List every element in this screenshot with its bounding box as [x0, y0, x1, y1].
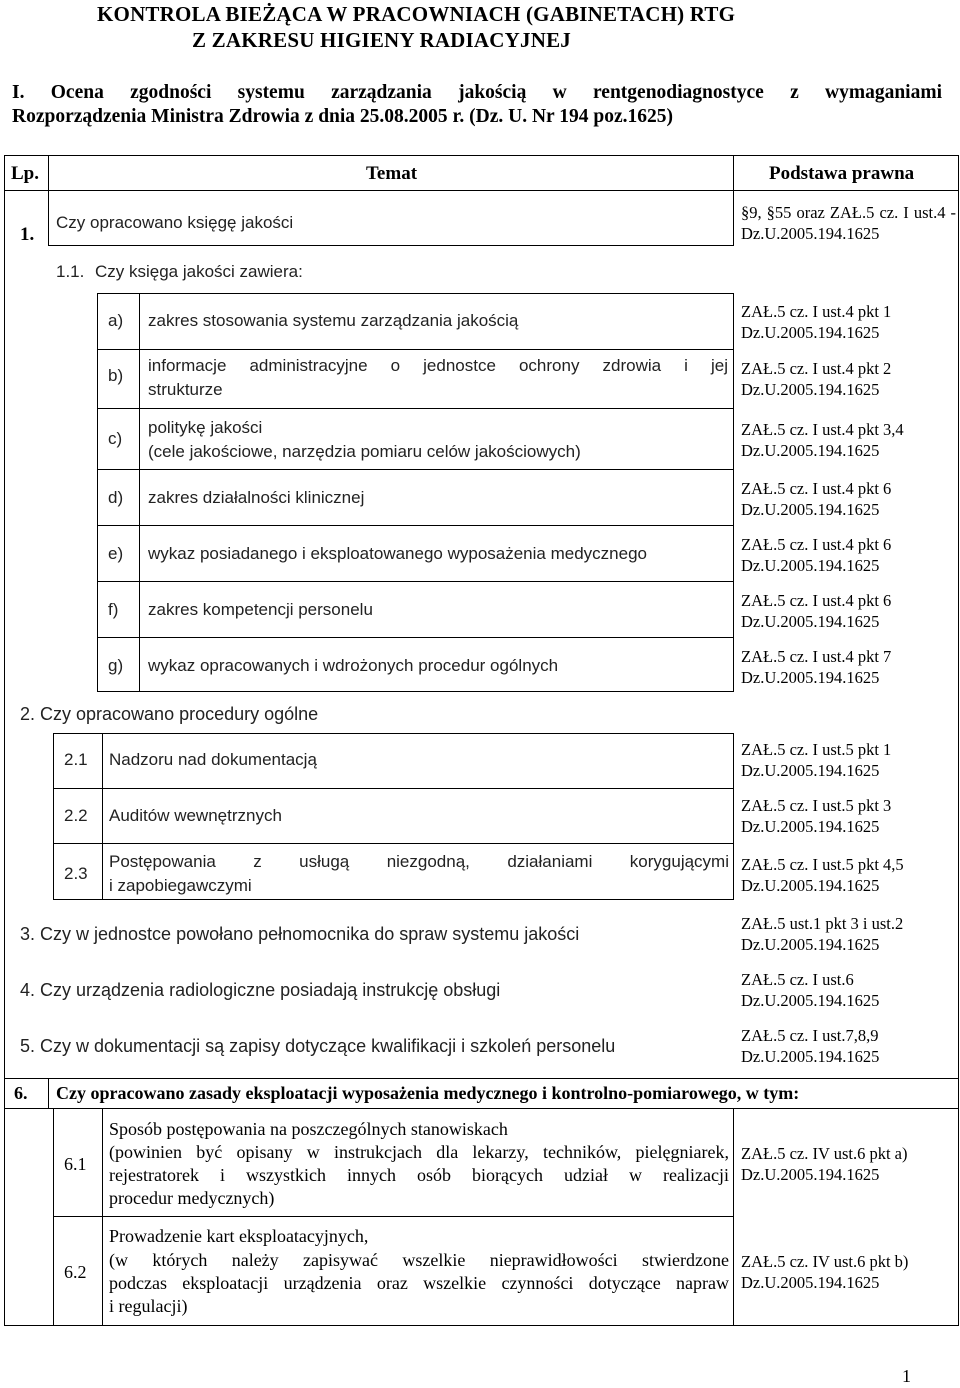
item3-ref1: ZAŁ.5 ust.1 pkt 3 i ust.2	[741, 914, 904, 933]
subitem-g-letter: g)	[108, 656, 124, 675]
item6-2-line4: i regulacji)	[109, 1296, 188, 1316]
subitem-f-letter: f)	[108, 600, 119, 619]
item2-1-text: Nadzoru nad dokumentacją	[109, 750, 317, 769]
subitem-a-letter: a)	[108, 311, 124, 330]
subitem-a-ref1: ZAŁ.5 cz. I ust.4 pkt 1	[741, 302, 892, 321]
document-title-line1: KONTROLA BIEŻĄCA W PRACOWNIACH (GABINETACH) RTG	[97, 2, 736, 26]
subitem-g-ref1: ZAŁ.5 cz. I ust.4 pkt 7	[741, 647, 892, 666]
subitem-a-ref2: Dz.U.2005.194.1625	[741, 323, 880, 342]
item1-1-text: Czy księga jakości zawiera:	[95, 262, 303, 281]
subitem-d-ref2: Dz.U.2005.194.1625	[741, 500, 880, 519]
item1-text: Czy opracowano księgę jakości	[56, 213, 294, 232]
item6-2-ref2: Dz.U.2005.194.1625	[741, 1273, 880, 1292]
item2-2-ref1: ZAŁ.5 cz. I ust.5 pkt 3	[741, 796, 892, 815]
subitem-d-text: zakres działalności klinicznej	[148, 488, 365, 507]
subitem-e-text: wykaz posiadanego i eksploatowanego wyposażenia medycznego	[148, 544, 647, 563]
item6-2-line3: podczas eksploatacji urządzenia oraz wszelkie czynności dotyczące napraw	[109, 1273, 729, 1293]
subitem-c-letter: c)	[108, 429, 123, 448]
subitem-c-ref1: ZAŁ.5 cz. I ust.4 pkt 3,4	[741, 420, 904, 439]
item6-1-ref1: ZAŁ.5 cz. IV ust.6 pkt a)	[741, 1144, 908, 1163]
item2-1-ref2: Dz.U.2005.194.1625	[741, 761, 880, 780]
item6-1-line3: rejestratorek i wszystkich innych osób biorących udział w realizacji	[109, 1165, 729, 1185]
item2-1-number: 2.1	[64, 750, 88, 769]
subitem-b-ref1: ZAŁ.5 cz. I ust.4 pkt 2	[741, 359, 892, 378]
section-heading-line2: Rozporządzenia Ministra Zdrowia z dnia 25.08.2005 r. (Dz. U. Nr 194 poz.1625)	[12, 106, 673, 127]
subitem-f-ref2: Dz.U.2005.194.1625	[741, 612, 880, 631]
subitem-f-text: zakres kompetencji personelu	[148, 600, 373, 619]
item1-1-number: 1.1.	[56, 262, 85, 281]
item6-1-line1: Sposób postępowania na poszczególnych stanowiskach	[109, 1119, 508, 1139]
subitem-e-letter: e)	[108, 544, 124, 563]
item6-1-line2: (powinien być opisany w instrukcjach dla lekarzy, techników, pielęgniarek,	[109, 1142, 729, 1162]
subitem-a-text: zakres stosowania systemu zarządzania jakością	[148, 311, 519, 330]
item5-text: 5. Czy w dokumentacji są zapisy dotyczące kwalifikacji i szkoleń personelu	[20, 1036, 616, 1056]
item2-3-ref1: ZAŁ.5 cz. I ust.5 pkt 4,5	[741, 855, 904, 874]
item2-text: 2. Czy opracowano procedury ogólne	[20, 704, 319, 724]
subitem-b-text1: informacje administracyjne o jednostce ochrony zdrowia i jej	[148, 356, 728, 375]
document-title-line2: Z ZAKRESU HIGIENY RADIACYJNEJ	[192, 28, 571, 52]
subitem-d-ref1: ZAŁ.5 cz. I ust.4 pkt 6	[741, 479, 892, 498]
subitem-d-letter: d)	[108, 488, 124, 507]
item2-3-text1: Postępowania z usługą niezgodną, działaniami korygującymi	[109, 852, 729, 871]
item6-2-number: 6.2	[64, 1262, 87, 1282]
item6-2-line2: (w których należy zapisywać wszelkie nieprawidłowości stwierdzone	[109, 1250, 729, 1270]
subitem-c-text2: (cele jakościowe, narzędzia pomiaru celów jakościowych)	[148, 442, 581, 461]
subitem-g-text: wykaz opracowanych i wdrożonych procedur ogólnych	[148, 656, 559, 675]
item2-3-number: 2.3	[64, 864, 88, 883]
item6-2-ref1: ZAŁ.5 cz. IV ust.6 pkt b)	[741, 1252, 909, 1271]
item5-ref1: ZAŁ.5 cz. I ust.7,8,9	[741, 1026, 879, 1045]
section-heading-line1: I. Ocena zgodności systemu zarządzania jakością w rentgenodiagnostyce z wymaganiami	[12, 82, 942, 103]
item6-1-number: 6.1	[64, 1154, 87, 1174]
header-temat: Temat	[366, 163, 418, 184]
subitem-b-text2: strukturze	[148, 380, 223, 399]
item4-text: 4. Czy urządzenia radiologiczne posiadają instrukcję obsługi	[20, 980, 501, 1000]
item4-ref1: ZAŁ.5 cz. I ust.6	[741, 970, 854, 989]
subitem-c-text1: politykę jakości	[148, 418, 263, 437]
item2-3-ref2: Dz.U.2005.194.1625	[741, 876, 880, 895]
item1-number: 1.	[20, 224, 35, 245]
subitem-f-ref1: ZAŁ.5 cz. I ust.4 pkt 6	[741, 591, 892, 610]
item6-2-line1: Prowadzenie kart eksploatacyjnych,	[109, 1226, 369, 1246]
subitem-e-ref1: ZAŁ.5 cz. I ust.4 pkt 6	[741, 535, 892, 554]
item2-2-number: 2.2	[64, 806, 88, 825]
subitem-c-ref2: Dz.U.2005.194.1625	[741, 441, 880, 460]
item2-1-ref1: ZAŁ.5 cz. I ust.5 pkt 1	[741, 740, 892, 759]
subitem-b-letter: b)	[108, 366, 124, 385]
item6-1-ref2: Dz.U.2005.194.1625	[741, 1165, 880, 1184]
item3-text: 3. Czy w jednostce powołano pełnomocnika do spraw systemu jakości	[20, 924, 580, 944]
item2-2-text: Auditów wewnętrznych	[109, 806, 282, 825]
subitem-g-ref2: Dz.U.2005.194.1625	[741, 668, 880, 687]
item6-text: Czy opracowano zasady eksploatacji wyposażenia medycznego i kontrolno-pomiarowego, w tym:	[56, 1083, 800, 1103]
header-lp: Lp.	[11, 163, 39, 184]
item1-ref: §9, §55 oraz ZAŁ.5 cz. I ust.4 - Dz.U.2005.194.1625	[741, 203, 956, 243]
subitem-b-ref2: Dz.U.2005.194.1625	[741, 380, 880, 399]
header-podstawa: Podstawa prawna	[769, 163, 915, 184]
subitem-e-ref2: Dz.U.2005.194.1625	[741, 556, 880, 575]
item4-ref2: Dz.U.2005.194.1625	[741, 991, 880, 1010]
item6-number: 6.	[14, 1083, 28, 1103]
item3-ref2: Dz.U.2005.194.1625	[741, 935, 880, 954]
item2-3-text2: i zapobiegawczymi	[109, 876, 252, 895]
item2-2-ref2: Dz.U.2005.194.1625	[741, 817, 880, 836]
item6-1-line4: procedur medycznych)	[109, 1188, 275, 1208]
page-number: 1	[902, 1366, 911, 1386]
item5-ref2: Dz.U.2005.194.1625	[741, 1047, 880, 1066]
